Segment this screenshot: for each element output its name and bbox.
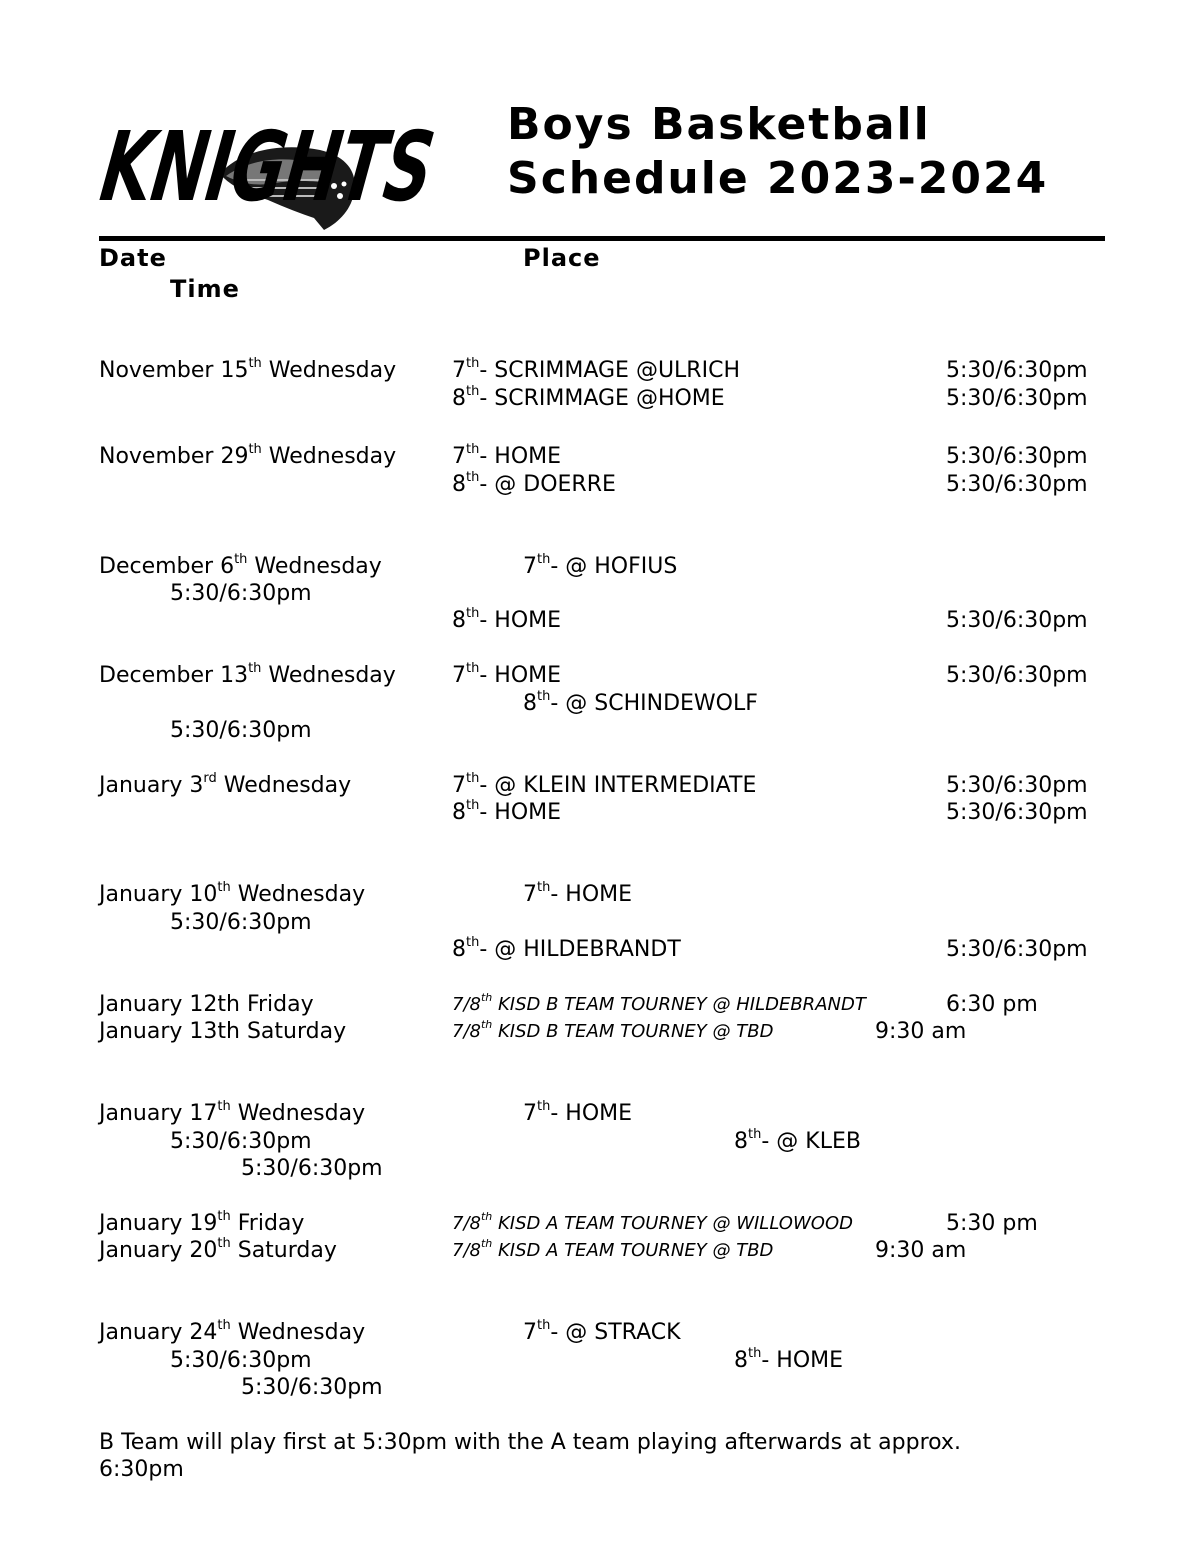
tourney-place: 7/8th KISD B TEAM TOURNEY @ TBD (452, 1018, 774, 1042)
schedule-time: 5:30/6:30pm (241, 1375, 383, 1400)
schedule-time: 5:30/6:30pm (946, 358, 1088, 383)
schedule-place: 8th- SCRIMMAGE @HOME (452, 383, 725, 411)
schedule-place: 8th- HOME (452, 605, 562, 633)
page-title-line-2: Schedule 2023-2024 (507, 153, 1049, 204)
schedule-date: January 17th Wednesday (99, 1098, 366, 1126)
schedule-time: 5:30/6:30pm (946, 800, 1088, 825)
schedule-time: 5:30/6:30pm (946, 472, 1088, 497)
schedule-place: 8th- HOME (452, 797, 562, 825)
column-header-date: Date (99, 244, 167, 272)
schedule-date: January 20th Saturday (99, 1235, 337, 1263)
schedule-date: November 15th Wednesday (99, 355, 397, 383)
schedule-date: December 6th Wednesday (99, 551, 382, 579)
schedule-date: January 10th Wednesday (99, 879, 366, 907)
schedule-date: December 13th Wednesday (99, 660, 396, 688)
schedule-time: 5:30/6:30pm (170, 1348, 312, 1373)
schedule-time: 5:30/6:30pm (170, 718, 312, 743)
schedule-time: 5:30/6:30pm (170, 910, 312, 935)
schedule-time: 5:30 pm (946, 1211, 1038, 1236)
schedule-date: November 29th Wednesday (99, 441, 397, 469)
schedule-place: 7th- SCRIMMAGE @ULRICH (452, 355, 740, 383)
schedule-place: 8th- @ SCHINDEWOLF (523, 688, 758, 716)
schedule-date: January 19th Friday (99, 1208, 305, 1236)
schedule-time: 5:30/6:30pm (946, 773, 1088, 798)
knights-logo (94, 100, 595, 234)
schedule-place: 7th- HOME (452, 660, 562, 688)
schedule-place: 7th- @ STRACK (523, 1317, 681, 1345)
schedule-place: 8th- HOME (734, 1345, 844, 1373)
header-divider (99, 236, 1105, 241)
schedule-time: 9:30 am (875, 1238, 967, 1263)
schedule-time: 5:30/6:30pm (946, 937, 1088, 962)
page-title-line-1: Boys Basketball (507, 99, 931, 150)
tourney-place: 7/8th KISD A TEAM TOURNEY @ WILLOWOOD (452, 1210, 853, 1234)
schedule-date: January 12th Friday (99, 992, 314, 1017)
schedule-time: 5:30/6:30pm (946, 663, 1088, 688)
schedule-place: 7th- HOME (523, 879, 633, 907)
schedule-time: 5:30/6:30pm (946, 386, 1088, 411)
schedule-time: 5:30/6:30pm (241, 1156, 383, 1181)
schedule-date: January 3rd Wednesday (99, 770, 352, 798)
column-header-place: Place (523, 244, 601, 272)
column-header-time: Time (170, 275, 240, 303)
schedule-date: January 24th Wednesday (99, 1317, 366, 1345)
tourney-place: 7/8th KISD B TEAM TOURNEY @ HILDEBRANDT (452, 991, 866, 1015)
schedule-place: 8th- @ KLEB (734, 1126, 861, 1154)
schedule-place: 7th- @ KLEIN INTERMEDIATE (452, 770, 757, 798)
schedule-time: 6:30 pm (946, 992, 1038, 1017)
schedule-place: 7th- HOME (523, 1098, 633, 1126)
schedule-place: 8th- @ DOERRE (452, 469, 616, 497)
schedule-time: 5:30/6:30pm (946, 608, 1088, 633)
logo-lettering: KNIGHTS (94, 110, 595, 223)
schedule-time: 5:30/6:30pm (170, 1129, 312, 1154)
schedule-place: 7th- @ HOFIUS (523, 551, 678, 579)
schedule-time: 5:30/6:30pm (946, 444, 1088, 469)
schedule-time: 9:30 am (875, 1019, 967, 1044)
footer-note-line-2: 6:30pm (99, 1457, 184, 1482)
schedule-date: January 13th Saturday (99, 1019, 347, 1044)
schedule-place: 8th- @ HILDEBRANDT (452, 934, 681, 962)
tourney-place: 7/8th KISD A TEAM TOURNEY @ TBD (452, 1237, 774, 1261)
footer-note-line-1: B Team will play first at 5:30pm with the A team playing afterwards at approx. (99, 1430, 961, 1455)
schedule-place: 7th- HOME (452, 441, 562, 469)
schedule-time: 5:30/6:30pm (170, 581, 312, 606)
